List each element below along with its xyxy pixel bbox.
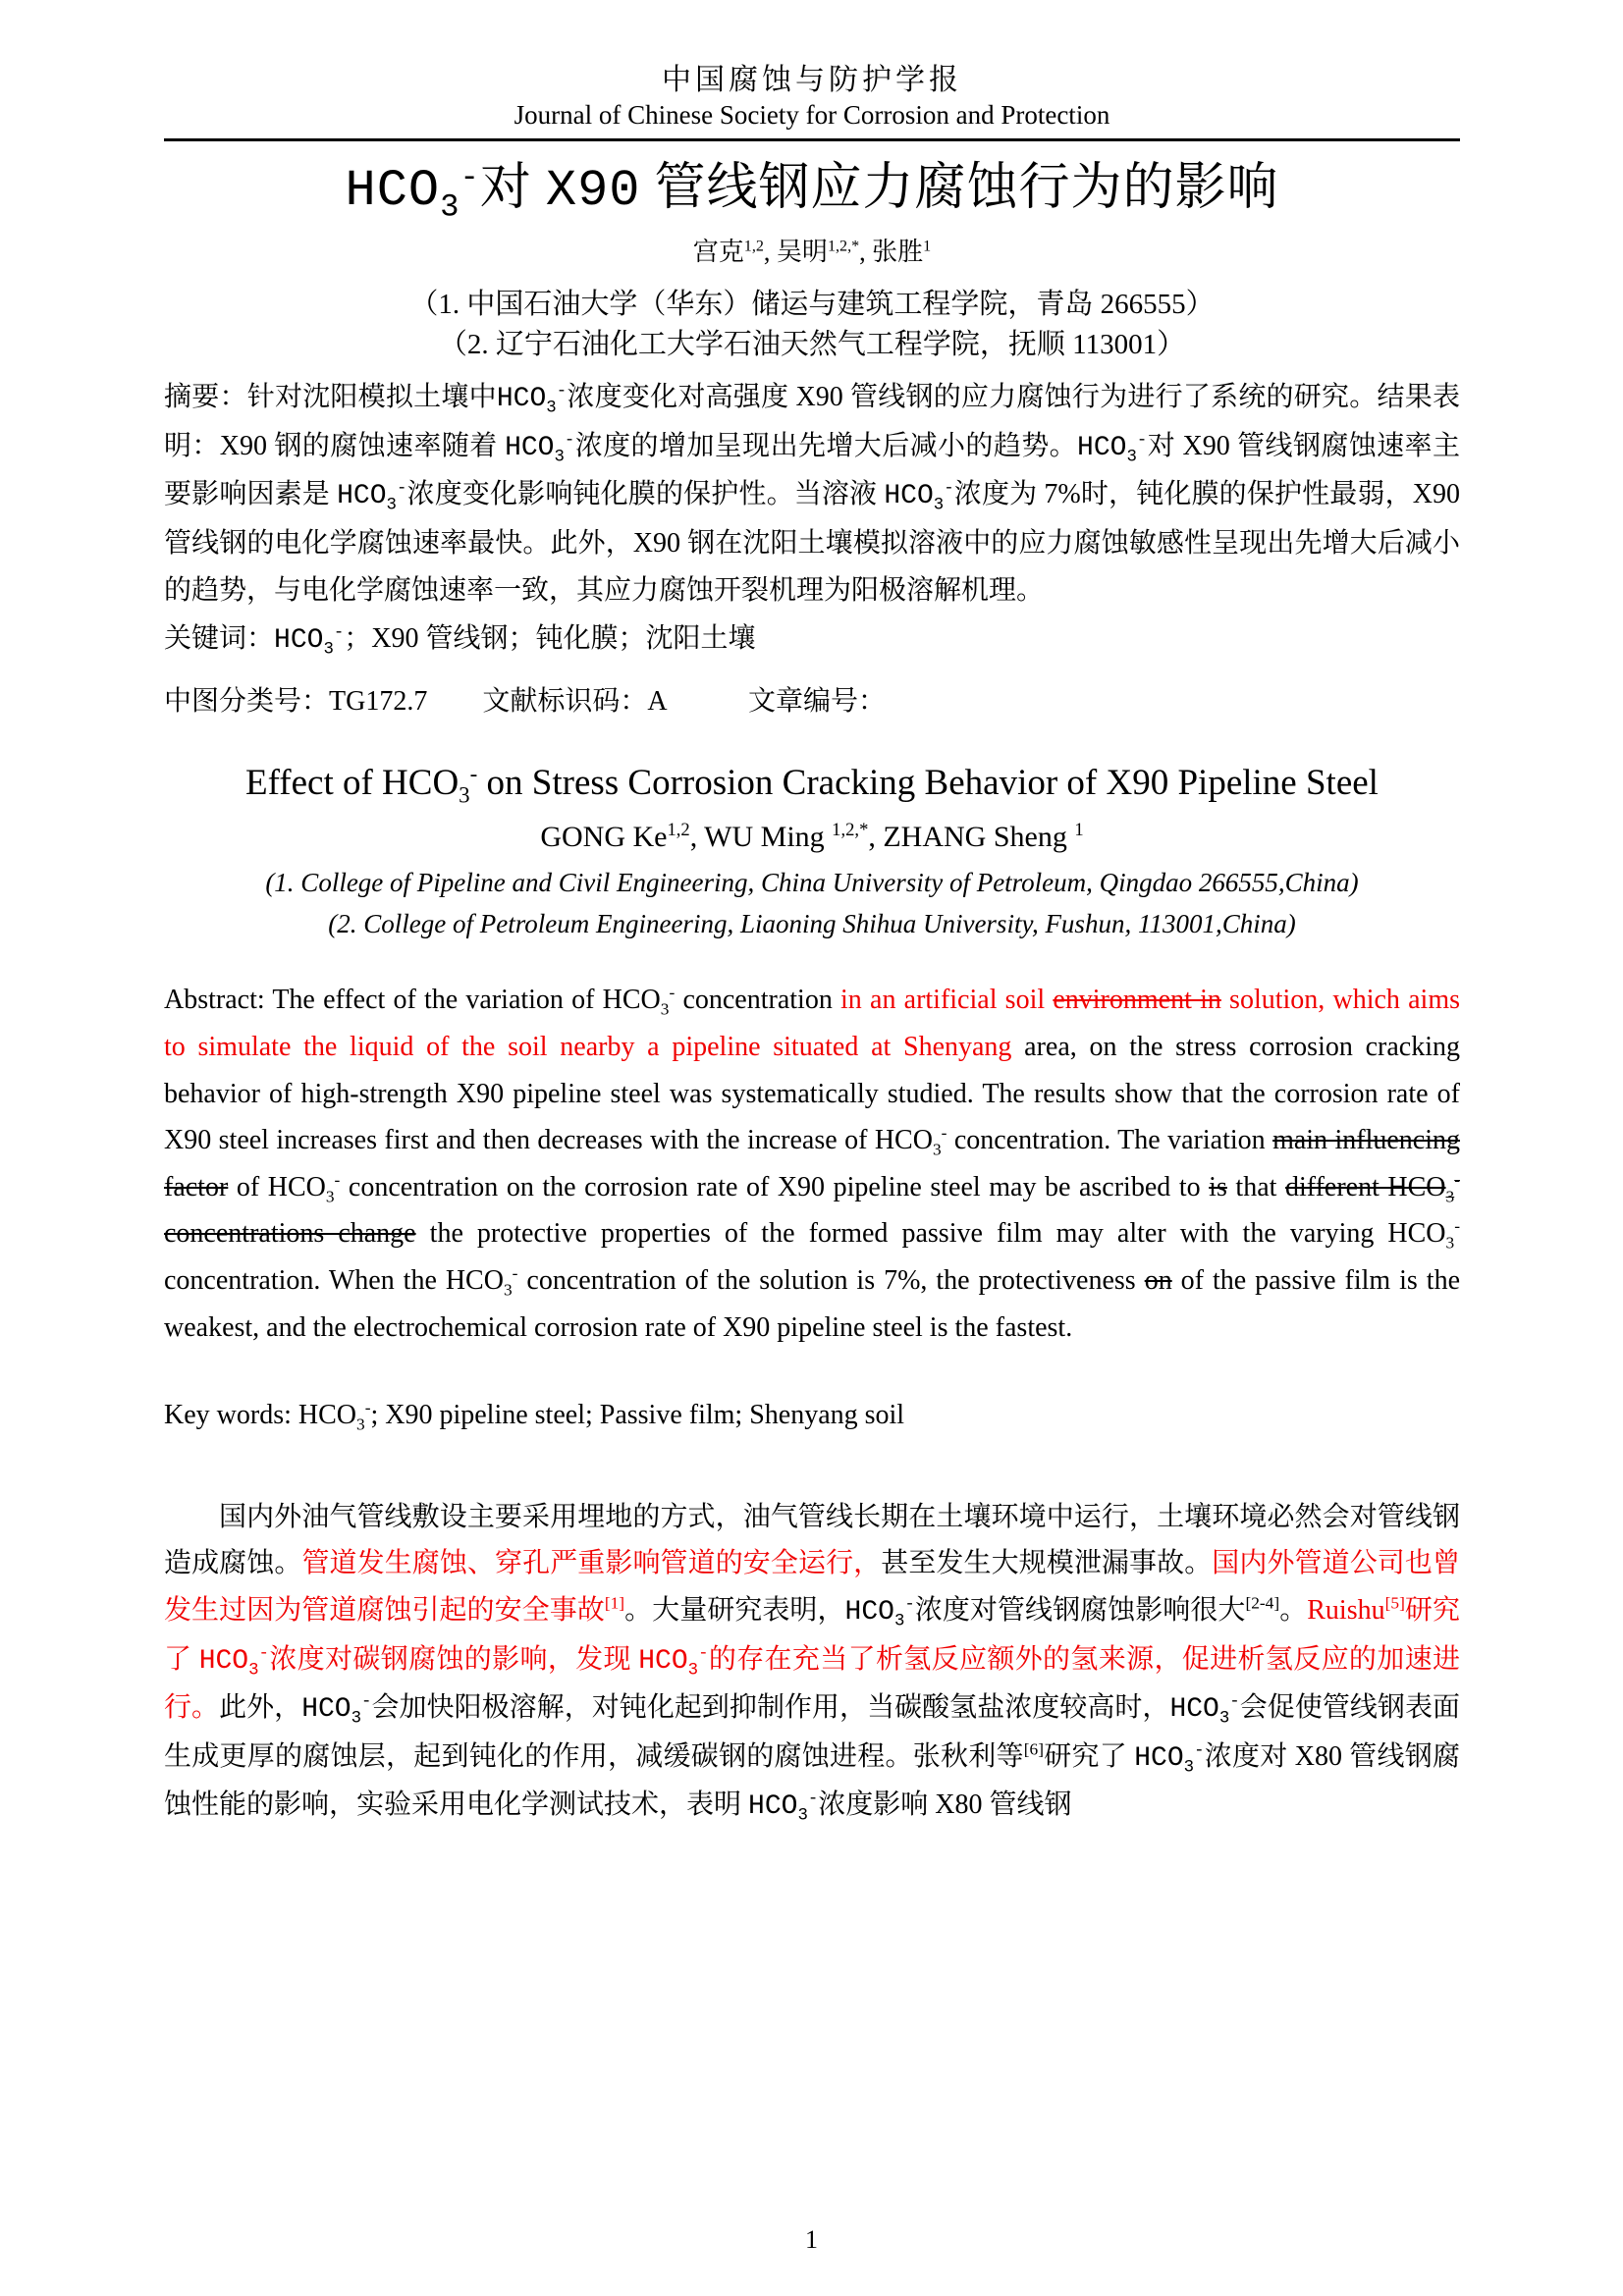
affiliation-cn-1: （1. 中国石油大学（华东）储运与建筑工程学院，青岛 266555） [409, 289, 1215, 321]
classification-line: 中图分类号：TG172.7 文献标识码：A 文章编号： [164, 685, 887, 717]
journal-title-cn: 中国腐蚀与防护学报 [662, 64, 962, 96]
abstract-en: Abstract: The effect of the variation of $HCO_3^-$ concentration in an artificial soil environment in solution, which aims to simulate the liquid of the soil nearby a pipeline situated at Shenyang area, on the stress corrosion cracking behavior of high-strength X90 pipeline steel was systematically studied. The results show that the corrosion rate of X90 steel increases first and then decreases with the increase of $HCO_3^-$ concentration. The variation main influencing factor of $HCO_3^-$ concentration on the corrosion rate of X90 pipeline steel may be ascribed to is that different $HCO_3^-$ concentrations change the protective properties of the formed passive film may alter with the varying $HCO_3^-$ concentration. When the $HCO_3^-$ concentration of the solution is 7%, the protectiveness on of the passive film is the weakest, and the electrochemical corrosion rate of X90 pipeline steel is the fastest. [164, 984, 1461, 1343]
article-title-cn: $HCO_3^-$对 X90 管线钢应力腐蚀行为的影响 [345, 159, 1279, 226]
affiliation-en-1: (1. College of Pipeline and Civil Engineering, China University of Petroleum, Qingdao 266555,China) [265, 867, 1359, 897]
journal-title-en: Journal of Chinese Society for Corrosion and Protection [514, 100, 1110, 130]
header-rule [164, 138, 1460, 141]
article-title-en: Effect of $HCO_3^-$ on Stress Corrosion Cracking Behavior of X90 Pipeline Steel [245, 762, 1379, 808]
keywords-en: Key words: $HCO_3^-$; X90 pipeline steel; Passive film; Shenyang soil [164, 1398, 905, 1434]
abstract-cn: 摘要：针对沈阳模拟土壤中$HCO_3^-$浓度变化对高强度 X90 管线钢的应力腐蚀行为进行了系统的研究。结果表明：X90 钢的腐蚀速率随着 $HCO_3^-$浓度的增加呈现出先增大后减小的趋势。$HCO_3^-$对 X90 管线钢腐蚀速率主要影响因素是 $HCO_3^-$浓度变化影响钝化膜的保护性。当溶液 $HCO_3^-$浓度为 7%时，钝化膜的保护性最弱，X90 管线钢的电化学腐蚀速率最快。此外，X90 钢在沈阳土壤模拟溶液中的应力腐蚀敏感性呈现出先增大后减小的趋势，与电化学腐蚀速率一致，其应力腐蚀开裂机理为阳极溶解机理。 [164, 382, 1460, 606]
intro-paragraph: 国内外油气管线敷设主要采用埋地的方式，油气管线长期在土壤环境中运行，土壤环境必然会对管线钢造成腐蚀。管道发生腐蚀、穿孔严重影响管道的安全运行，甚至发生大规模泄漏事故。国内外管道公司也曾发生过因为管道腐蚀引起的安全事故[1]。大量研究表明，$HCO_3^-$浓度对管线钢腐蚀影响很大[2-4]。Ruishu[5]研究了 $HCO_3^-$浓度对碳钢腐蚀的影响，发现 $HCO_3^-$的存在充当了析氢反应额外的氢来源，促进析氢反应的加速进行。此外，$HCO_3^-$会加快阳极溶解，对钝化起到抑制作用，当碳酸氢盐浓度较高时，$HCO_3^-$会促使管线钢表面生成更厚的腐蚀层，起到钝化的作用，减缓碳钢的腐蚀进程。张秋利等[6]研究了 $HCO_3^-$浓度对 X80 管线钢腐蚀性能的影响，实验采用电化学测试技术，表明 $HCO_3^-$浓度影响 X80 管线钢 [164, 1501, 1460, 1826]
page-number: 1 [805, 2225, 818, 2254]
authors-cn: 宫克$^{1,2}$, 吴明$^{1,2,*}$, 张胜$^1$ [692, 237, 932, 266]
affiliation-en-2: (2. College of Petroleum Engineering, Liaoning Shihua University, Fushun, 113001,China) [328, 908, 1296, 938]
authors-en: GONG Ke$^{1,2}$, WU Ming $^{1,2,*}$, ZHANG Sheng $^1$ [540, 819, 1084, 853]
keywords-cn: 关键词：$HCO_3^-$；X90 管线钢；钝化膜；沈阳土壤 [164, 623, 756, 660]
journal-header [164, 63, 1460, 141]
affiliation-cn-2: （2. 辽宁石油化工大学石油天然气工程学院，抚顺 113001） [438, 328, 1186, 360]
